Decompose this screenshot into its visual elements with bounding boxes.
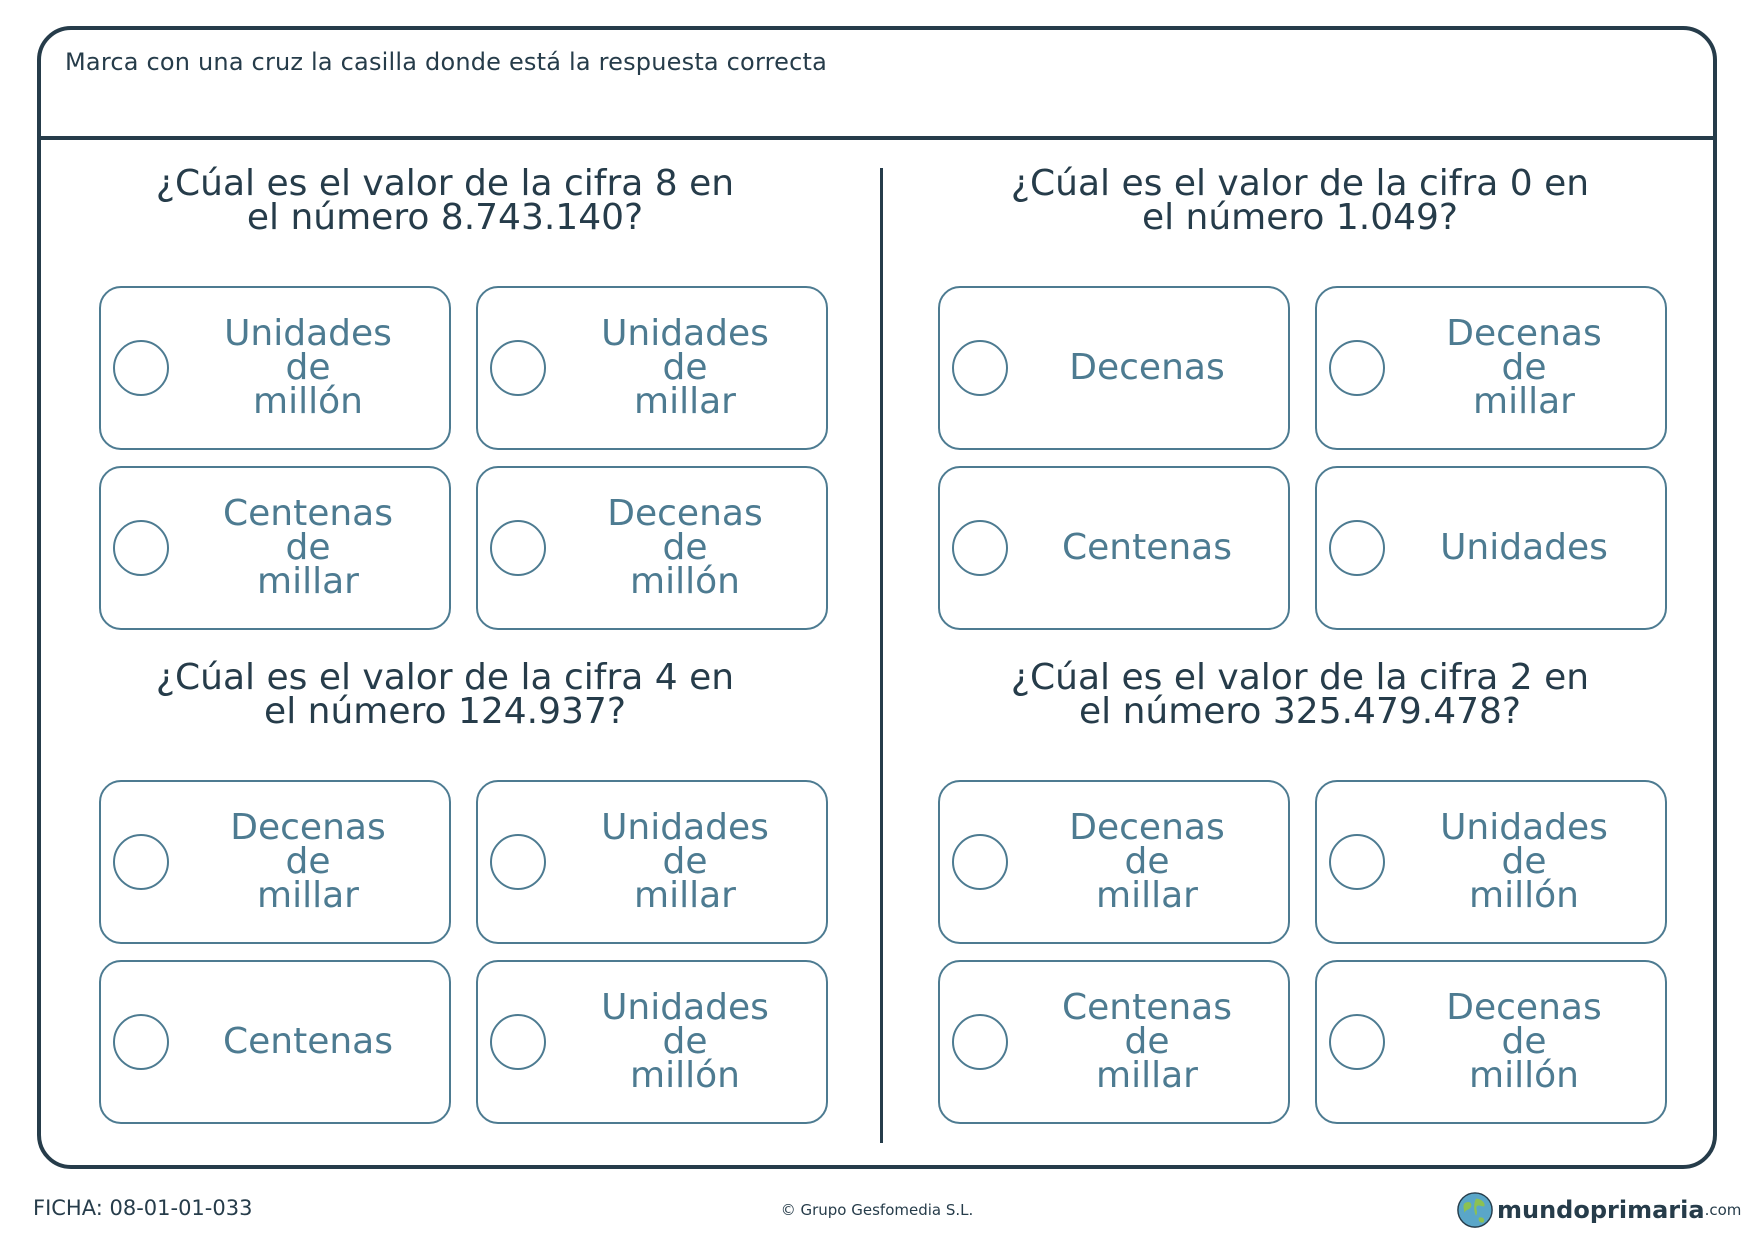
question-2-text: ¿Cúal es el valor de la cifra 0 en el número 1.049? bbox=[1010, 163, 1590, 238]
q2-option-2[interactable] bbox=[1315, 286, 1667, 450]
option-label: Centenas bbox=[1062, 527, 1232, 568]
q4-option-2[interactable] bbox=[1315, 780, 1667, 944]
globe-icon bbox=[1456, 1191, 1494, 1229]
radio-circle-icon[interactable] bbox=[952, 520, 1008, 576]
option-label: Unidades bbox=[1440, 527, 1608, 568]
radio-circle-icon[interactable] bbox=[1329, 834, 1385, 890]
option-label: Centenas bbox=[223, 1021, 393, 1062]
option-label: Decenas de millar bbox=[1446, 313, 1602, 422]
radio-circle-icon[interactable] bbox=[490, 520, 546, 576]
q1-option-3[interactable] bbox=[99, 466, 451, 630]
option-label: Decenas de millón bbox=[1446, 987, 1602, 1096]
radio-circle-icon[interactable] bbox=[490, 1014, 546, 1070]
copyright-text: © Grupo Gesfomedia S.L. bbox=[780, 1201, 974, 1219]
instruction-text: Marca con una cruz la casilla donde está la respuesta correcta bbox=[65, 48, 828, 76]
option-label: Centenas de millar bbox=[1062, 987, 1232, 1096]
q2-option-4[interactable] bbox=[1315, 466, 1667, 630]
option-label: Decenas bbox=[1069, 347, 1225, 388]
radio-circle-icon[interactable] bbox=[1329, 1014, 1385, 1070]
option-label: Unidades de millón bbox=[1440, 807, 1608, 916]
q4-option-3[interactable] bbox=[938, 960, 1290, 1124]
option-label: Unidades de millar bbox=[601, 807, 769, 916]
q1-option-1[interactable] bbox=[99, 286, 451, 450]
radio-circle-icon[interactable] bbox=[490, 340, 546, 396]
radio-circle-icon[interactable] bbox=[952, 1014, 1008, 1070]
q4-option-4[interactable] bbox=[1315, 960, 1667, 1124]
q3-option-1[interactable] bbox=[99, 780, 451, 944]
radio-circle-icon[interactable] bbox=[952, 340, 1008, 396]
brand-name: mundoprimaria bbox=[1497, 1196, 1705, 1224]
q1-option-4[interactable] bbox=[476, 466, 828, 630]
radio-circle-icon[interactable] bbox=[113, 520, 169, 576]
radio-circle-icon[interactable] bbox=[1329, 520, 1385, 576]
option-label: Unidades de millón bbox=[601, 987, 769, 1096]
radio-circle-icon[interactable] bbox=[113, 834, 169, 890]
header-divider bbox=[41, 136, 1713, 140]
question-4-text: ¿Cúal es el valor de la cifra 2 en el número 325.479.478? bbox=[1010, 657, 1590, 732]
worksheet-code: FICHA: 08-01-01-033 bbox=[33, 1196, 253, 1220]
q1-option-2[interactable] bbox=[476, 286, 828, 450]
question-3-text: ¿Cúal es el valor de la cifra 4 en el número 124.937? bbox=[155, 657, 735, 732]
q3-option-2[interactable] bbox=[476, 780, 828, 944]
question-1-text: ¿Cúal es el valor de la cifra 8 en el número 8.743.140? bbox=[155, 163, 735, 238]
brand-tld: .com bbox=[1704, 1201, 1742, 1219]
radio-circle-icon[interactable] bbox=[113, 1014, 169, 1070]
worksheet-frame bbox=[37, 26, 1717, 1169]
option-label: Unidades de millón bbox=[224, 313, 392, 422]
option-label: Centenas de millar bbox=[223, 493, 393, 602]
option-label: Decenas de millar bbox=[230, 807, 386, 916]
option-label: Unidades de millar bbox=[601, 313, 769, 422]
brand-logo[interactable] bbox=[1456, 1188, 1741, 1232]
q2-option-3[interactable] bbox=[938, 466, 1290, 630]
q3-option-3[interactable] bbox=[99, 960, 451, 1124]
q3-option-4[interactable] bbox=[476, 960, 828, 1124]
radio-circle-icon[interactable] bbox=[1329, 340, 1385, 396]
radio-circle-icon[interactable] bbox=[113, 340, 169, 396]
column-divider bbox=[880, 168, 883, 1143]
radio-circle-icon[interactable] bbox=[952, 834, 1008, 890]
radio-circle-icon[interactable] bbox=[490, 834, 546, 890]
q4-option-1[interactable] bbox=[938, 780, 1290, 944]
q2-option-1[interactable] bbox=[938, 286, 1290, 450]
option-label: Decenas de millar bbox=[1069, 807, 1225, 916]
option-label: Decenas de millón bbox=[607, 493, 763, 602]
